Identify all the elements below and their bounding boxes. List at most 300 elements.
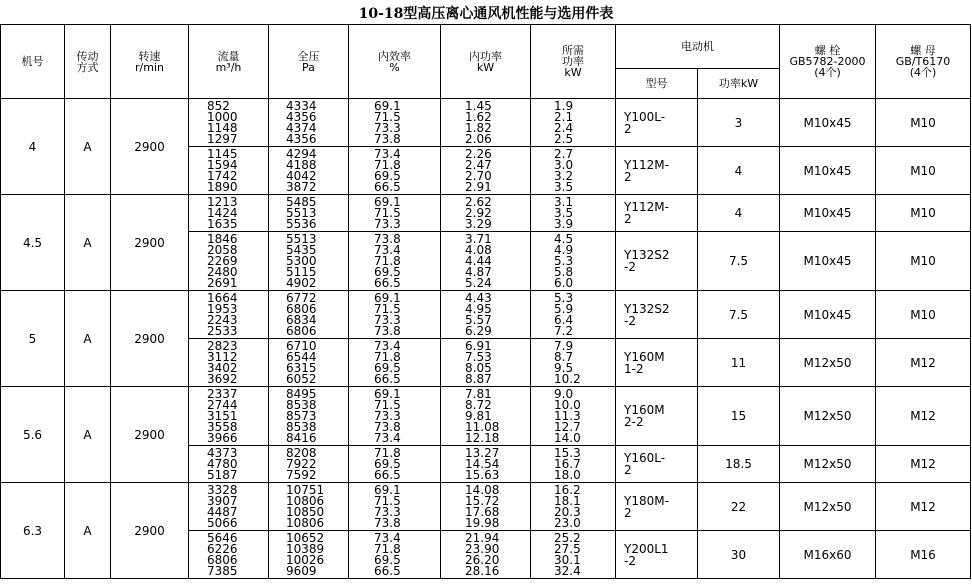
power-value: 6.29 <box>465 323 492 338</box>
required-value: 3.1 <box>554 194 574 209</box>
motor-power-cell: 18.5 <box>698 446 780 483</box>
power-cell <box>441 446 531 483</box>
efficiency-value: 69.5 <box>374 552 401 567</box>
flow-value: 3558 <box>207 419 238 434</box>
power-value: 12.18 <box>465 430 500 445</box>
power-value: 2.06 <box>465 131 492 146</box>
efficiency-value: 73.8 <box>374 131 401 146</box>
power-cell <box>441 147 531 195</box>
flow-value: 3151 <box>207 408 238 423</box>
power-cell <box>441 483 531 531</box>
power-value: 4.95 <box>465 301 492 316</box>
flow-value: 852 <box>207 98 230 113</box>
flow-value: 1145 <box>207 146 238 161</box>
required-value: 7.2 <box>554 323 574 338</box>
header-power <box>441 25 531 99</box>
flow-value: 2691 <box>207 275 238 290</box>
table-row <box>1 483 971 531</box>
speed-cell: 2900 <box>111 387 189 483</box>
required-value: 14.0 <box>554 430 581 445</box>
bolt-cell: M10x45 <box>780 99 876 147</box>
efficiency-value: 71.8 <box>374 349 401 364</box>
motor-power-cell: 3 <box>698 99 780 147</box>
header-fan-no: 机号 <box>1 25 65 99</box>
flow-value: 1742 <box>207 168 238 183</box>
required-cell <box>531 99 616 147</box>
flow-cell <box>189 531 269 579</box>
required-value: 4.9 <box>554 242 574 257</box>
motor-model-cell <box>616 339 698 387</box>
nut-cell: M10 <box>876 291 971 339</box>
power-value: 3.29 <box>465 216 492 231</box>
flow-value: 4780 <box>207 456 238 471</box>
motor-model-value: Y132S2-2 <box>624 301 670 328</box>
efficiency-value: 71.8 <box>374 253 401 268</box>
motor-model-cell <box>616 232 698 291</box>
speed-cell: 2900 <box>111 195 189 291</box>
pressure-value: 8573 <box>286 408 317 423</box>
pressure-value: 7592 <box>286 467 317 482</box>
pressure-cell <box>269 446 349 483</box>
flow-value: 3402 <box>207 360 238 375</box>
header-flow <box>189 25 269 99</box>
fan-no-cell: 5 <box>1 291 65 387</box>
required-value: 9.5 <box>554 360 574 375</box>
header-bolt-count: (4个) <box>814 66 841 79</box>
flow-cell <box>189 446 269 483</box>
pressure-cell <box>269 531 349 579</box>
bolt-cell: M16x60 <box>780 531 876 579</box>
flow-value: 2480 <box>207 264 238 279</box>
bolt-cell: M10x45 <box>780 232 876 291</box>
flow-cell <box>189 291 269 339</box>
efficiency-value: 66.5 <box>374 371 401 386</box>
nut-cell: M12 <box>876 339 971 387</box>
bolt-cell: M12x50 <box>780 387 876 446</box>
header-required-unit: kW <box>564 66 582 79</box>
motor-model-value: Y112M-2 <box>624 200 669 226</box>
pressure-value: 3872 <box>286 179 317 194</box>
pressure-value: 8208 <box>286 445 317 460</box>
motor-model-cell <box>616 531 698 579</box>
pressure-value: 10806 <box>286 493 325 508</box>
efficiency-value: 73.4 <box>374 430 401 445</box>
required-cell <box>531 195 616 232</box>
flow-value: 3692 <box>207 371 238 386</box>
flow-value: 2823 <box>207 338 238 353</box>
header-pressure <box>269 25 349 99</box>
power-cell <box>441 531 531 579</box>
header-efficiency-unit: % <box>389 60 400 74</box>
required-value: 6.4 <box>554 312 574 327</box>
fan-no-cell: 6.3 <box>1 483 65 579</box>
header-bolt-std: GB5782-2000 <box>789 55 866 68</box>
efficiency-value: 69.1 <box>374 290 401 305</box>
required-value: 2.5 <box>554 131 574 146</box>
efficiency-value: 71.8 <box>374 157 401 172</box>
efficiency-cell <box>349 232 441 291</box>
required-value: 5.8 <box>554 264 574 279</box>
power-value: 19.98 <box>465 515 500 530</box>
pressure-value: 10026 <box>286 552 325 567</box>
efficiency-value: 69.1 <box>374 482 401 497</box>
required-value: 2.4 <box>554 120 574 135</box>
required-value: 18.0 <box>554 467 581 482</box>
required-value: 3.9 <box>554 216 574 231</box>
power-value: 14.08 <box>465 482 500 497</box>
header-nut <box>876 25 971 99</box>
power-value: 1.62 <box>465 109 492 124</box>
efficiency-value: 66.5 <box>374 563 401 578</box>
efficiency-value: 69.5 <box>374 456 401 471</box>
motor-model-value: Y180M-2 <box>624 493 669 520</box>
pressure-value: 5435 <box>286 242 317 257</box>
flow-value: 3907 <box>207 493 238 508</box>
pressure-value: 6806 <box>286 301 317 316</box>
flow-value: 4487 <box>207 504 238 519</box>
power-value: 15.63 <box>465 467 500 482</box>
power-value: 2.91 <box>465 179 492 194</box>
motor-model-cell <box>616 483 698 531</box>
flow-cell <box>189 99 269 147</box>
pressure-value: 4334 <box>286 98 317 113</box>
header-motor: 电动机 <box>616 25 780 69</box>
pressure-value: 4902 <box>286 275 317 290</box>
efficiency-cell <box>349 446 441 483</box>
header-power-unit: kW <box>476 60 495 74</box>
efficiency-value: 73.8 <box>374 515 401 530</box>
efficiency-value: 73.4 <box>374 530 401 545</box>
nut-cell: M10 <box>876 195 971 232</box>
flow-cell <box>189 483 269 531</box>
efficiency-cell <box>349 531 441 579</box>
efficiency-value: 69.5 <box>374 168 401 183</box>
flow-value: 1635 <box>207 216 238 231</box>
power-value: 6.91 <box>465 338 492 353</box>
motor-model-value: Y132S2-2 <box>624 248 670 274</box>
power-cell <box>441 387 531 446</box>
header-pressure-unit: Pa <box>302 60 315 74</box>
drive-cell: A <box>65 291 111 387</box>
header-power-label: 内功率 <box>469 49 502 63</box>
header-flow-unit: m³/h <box>215 60 242 74</box>
power-value: 2.92 <box>465 205 492 220</box>
efficiency-value: 71.5 <box>374 109 401 124</box>
required-value: 32.4 <box>554 563 581 578</box>
required-value: 27.5 <box>554 541 581 556</box>
pressure-value: 8495 <box>286 386 317 401</box>
header-motor-model: 型号 <box>616 69 698 99</box>
pressure-value: 4356 <box>286 109 317 124</box>
efficiency-value: 69.1 <box>374 194 401 209</box>
pressure-value: 10806 <box>286 515 325 530</box>
pressure-value: 4188 <box>286 157 317 172</box>
pressure-value: 4294 <box>286 146 317 161</box>
required-value: 20.3 <box>554 504 581 519</box>
power-value: 2.47 <box>465 157 492 172</box>
efficiency-cell <box>349 483 441 531</box>
required-value: 4.5 <box>554 231 574 246</box>
efficiency-value: 73.4 <box>374 338 401 353</box>
efficiency-value: 73.3 <box>374 312 401 327</box>
efficiency-value: 71.8 <box>374 445 401 460</box>
flow-value: 1297 <box>207 131 238 146</box>
motor-model-cell <box>616 387 698 446</box>
power-value: 14.54 <box>465 456 500 471</box>
efficiency-value: 73.8 <box>374 323 401 338</box>
flow-value: 3328 <box>207 482 238 497</box>
flow-value: 2269 <box>207 253 238 268</box>
nut-cell: M10 <box>876 147 971 195</box>
pressure-value: 6834 <box>286 312 317 327</box>
pressure-value: 6544 <box>286 349 317 364</box>
efficiency-cell <box>349 339 441 387</box>
power-cell <box>441 291 531 339</box>
flow-value: 1000 <box>207 109 238 124</box>
required-value: 25.2 <box>554 530 581 545</box>
nut-cell: M16 <box>876 531 971 579</box>
pressure-value: 6806 <box>286 323 317 338</box>
motor-model-value: Y160M1-2 <box>624 349 665 376</box>
drive-cell: A <box>65 483 111 579</box>
flow-cell <box>189 387 269 446</box>
required-cell <box>531 339 616 387</box>
nut-cell: M12 <box>876 446 971 483</box>
power-value: 11.08 <box>465 419 500 434</box>
power-value: 17.68 <box>465 504 500 519</box>
power-value: 13.27 <box>465 445 500 460</box>
power-value: 5.24 <box>465 275 492 290</box>
flow-value: 5187 <box>207 467 238 482</box>
required-value: 9.0 <box>554 386 574 401</box>
power-value: 23.90 <box>465 541 500 556</box>
pressure-value: 4374 <box>286 120 317 135</box>
motor-model-cell <box>616 99 698 147</box>
power-value: 8.05 <box>465 360 492 375</box>
header-bolt-label: 螺 栓 <box>814 44 841 57</box>
pressure-value: 8416 <box>286 430 317 445</box>
pressure-value: 5300 <box>286 253 317 268</box>
required-value: 30.1 <box>554 552 581 567</box>
power-value: 4.08 <box>465 242 492 257</box>
required-value: 8.7 <box>554 349 574 364</box>
header-motor-power: 功率kW <box>698 69 780 99</box>
power-value: 28.16 <box>465 563 500 578</box>
power-value: 8.87 <box>465 371 492 386</box>
required-value: 15.3 <box>554 445 581 460</box>
table-row <box>1 291 971 339</box>
power-value: 26.20 <box>465 552 500 567</box>
table-body <box>1 99 971 579</box>
motor-model-value: Y100L-2 <box>624 109 666 136</box>
header-flow-label: 流量 <box>217 49 240 63</box>
pressure-value: 5513 <box>286 231 317 246</box>
pressure-value: 6772 <box>286 290 317 305</box>
required-value: 3.5 <box>554 179 574 194</box>
nut-cell: M12 <box>876 387 971 446</box>
efficiency-value: 71.5 <box>374 301 401 316</box>
efficiency-value: 69.1 <box>374 98 401 113</box>
speed-cell: 2900 <box>111 291 189 387</box>
bolt-cell: M10x45 <box>780 291 876 339</box>
pressure-value: 5115 <box>286 264 317 279</box>
header-efficiency-label: 内效率 <box>378 49 411 63</box>
bolt-cell: M10x45 <box>780 147 876 195</box>
table-row <box>1 99 971 147</box>
required-value: 6.0 <box>554 275 574 290</box>
pressure-value: 10389 <box>286 541 325 556</box>
required-value: 10.0 <box>554 397 581 412</box>
flow-value: 3966 <box>207 430 238 445</box>
required-value: 23.0 <box>554 515 581 530</box>
motor-power-cell: 7.5 <box>698 291 780 339</box>
flow-value: 1664 <box>207 290 238 305</box>
efficiency-value: 66.5 <box>374 467 401 482</box>
pressure-cell <box>269 387 349 446</box>
pressure-value: 8538 <box>286 419 317 434</box>
efficiency-value: 66.5 <box>374 275 401 290</box>
motor-model-cell <box>616 446 698 483</box>
required-value: 16.7 <box>554 456 581 471</box>
efficiency-value: 73.4 <box>374 242 401 257</box>
flow-value: 2533 <box>207 323 238 338</box>
flow-value: 1846 <box>207 231 238 246</box>
pressure-cell <box>269 232 349 291</box>
power-value: 4.43 <box>465 290 492 305</box>
pressure-value: 10751 <box>286 482 325 497</box>
efficiency-value: 69.1 <box>374 386 401 401</box>
flow-cell <box>189 339 269 387</box>
drive-cell: A <box>65 195 111 291</box>
drive-cell: A <box>65 387 111 483</box>
pressure-cell <box>269 339 349 387</box>
motor-model-cell <box>616 195 698 232</box>
efficiency-cell <box>349 291 441 339</box>
header-row-1 <box>1 25 971 69</box>
required-value: 11.3 <box>554 408 581 423</box>
fan-no-cell: 4 <box>1 99 65 195</box>
pressure-value: 9609 <box>286 563 317 578</box>
power-value: 7.53 <box>465 349 492 364</box>
motor-power-cell: 15 <box>698 387 780 446</box>
power-value: 15.72 <box>465 493 500 508</box>
motor-power-cell: 11 <box>698 339 780 387</box>
motor-power-cell: 7.5 <box>698 232 780 291</box>
power-value: 4.87 <box>465 264 492 279</box>
flow-value: 3112 <box>207 349 238 364</box>
efficiency-value: 73.3 <box>374 504 401 519</box>
power-value: 2.26 <box>465 146 492 161</box>
header-nut-std: GB/T6170 <box>895 55 951 68</box>
efficiency-value: 69.5 <box>374 264 401 279</box>
header-efficiency <box>349 25 441 99</box>
efficiency-value: 73.4 <box>374 146 401 161</box>
flow-value: 7385 <box>207 563 238 578</box>
pressure-value: 10652 <box>286 530 325 545</box>
header-drive: 传动方式 <box>65 25 111 99</box>
required-value: 3.0 <box>554 157 574 172</box>
required-value: 7.9 <box>554 338 574 353</box>
pressure-cell <box>269 195 349 232</box>
speed-cell: 2900 <box>111 99 189 195</box>
fan-no-cell: 4.5 <box>1 195 65 291</box>
power-cell <box>441 195 531 232</box>
flow-value: 1594 <box>207 157 238 172</box>
power-value: 8.72 <box>465 397 492 412</box>
flow-cell <box>189 195 269 232</box>
flow-value: 1890 <box>207 179 238 194</box>
table-title: 10-18型高压离心通风机性能与选用件表 <box>358 6 614 22</box>
motor-model-value: Y112M-2 <box>624 157 669 184</box>
required-value: 2.1 <box>554 109 574 124</box>
required-cell <box>531 387 616 446</box>
efficiency-value: 69.5 <box>374 360 401 375</box>
nut-cell: M10 <box>876 232 971 291</box>
power-value: 9.81 <box>465 408 492 423</box>
required-cell <box>531 531 616 579</box>
power-value: 2.70 <box>465 168 492 183</box>
flow-value: 5066 <box>207 515 238 530</box>
flow-value: 5646 <box>207 530 238 545</box>
nut-cell: M10 <box>876 99 971 147</box>
motor-model-cell <box>616 291 698 339</box>
nut-cell: M12 <box>876 483 971 531</box>
required-cell <box>531 483 616 531</box>
pressure-value: 7922 <box>286 456 317 471</box>
pressure-value: 10850 <box>286 504 325 519</box>
efficiency-value: 73.3 <box>374 408 401 423</box>
table-row <box>1 195 971 232</box>
efficiency-value: 71.5 <box>374 493 401 508</box>
pressure-cell <box>269 147 349 195</box>
pressure-cell <box>269 291 349 339</box>
motor-power-cell: 4 <box>698 195 780 232</box>
flow-value: 2337 <box>207 386 238 401</box>
drive-cell: A <box>65 99 111 195</box>
flow-value: 1424 <box>207 205 238 220</box>
power-value: 1.82 <box>465 120 492 135</box>
pressure-value: 5536 <box>286 216 317 231</box>
efficiency-value: 73.3 <box>374 216 401 231</box>
header-speed-label: 转速 <box>138 49 161 63</box>
flow-value: 6806 <box>207 552 238 567</box>
efficiency-value: 73.8 <box>374 419 401 434</box>
pressure-cell <box>269 483 349 531</box>
required-value: 3.5 <box>554 205 574 220</box>
bolt-cell: M12x50 <box>780 446 876 483</box>
efficiency-cell <box>349 387 441 446</box>
efficiency-cell <box>349 195 441 232</box>
header-pressure-label: 全压 <box>297 49 320 63</box>
flow-cell <box>189 147 269 195</box>
efficiency-cell <box>349 99 441 147</box>
efficiency-value: 71.5 <box>374 205 401 220</box>
header-speed <box>111 25 189 99</box>
motor-model-cell <box>616 147 698 195</box>
efficiency-value: 71.5 <box>374 397 401 412</box>
power-value: 7.81 <box>465 386 492 401</box>
header-bolt <box>780 25 876 99</box>
pressure-value: 6052 <box>286 371 317 386</box>
flow-value: 6226 <box>207 541 238 556</box>
required-value: 3.2 <box>554 168 574 183</box>
power-value: 4.44 <box>465 253 492 268</box>
table-row <box>1 387 971 446</box>
motor-model-value: Y160L-2 <box>624 451 666 477</box>
flow-value: 2243 <box>207 312 238 327</box>
flow-value: 2058 <box>207 242 238 257</box>
header-nut-count: (4个) <box>909 66 937 79</box>
